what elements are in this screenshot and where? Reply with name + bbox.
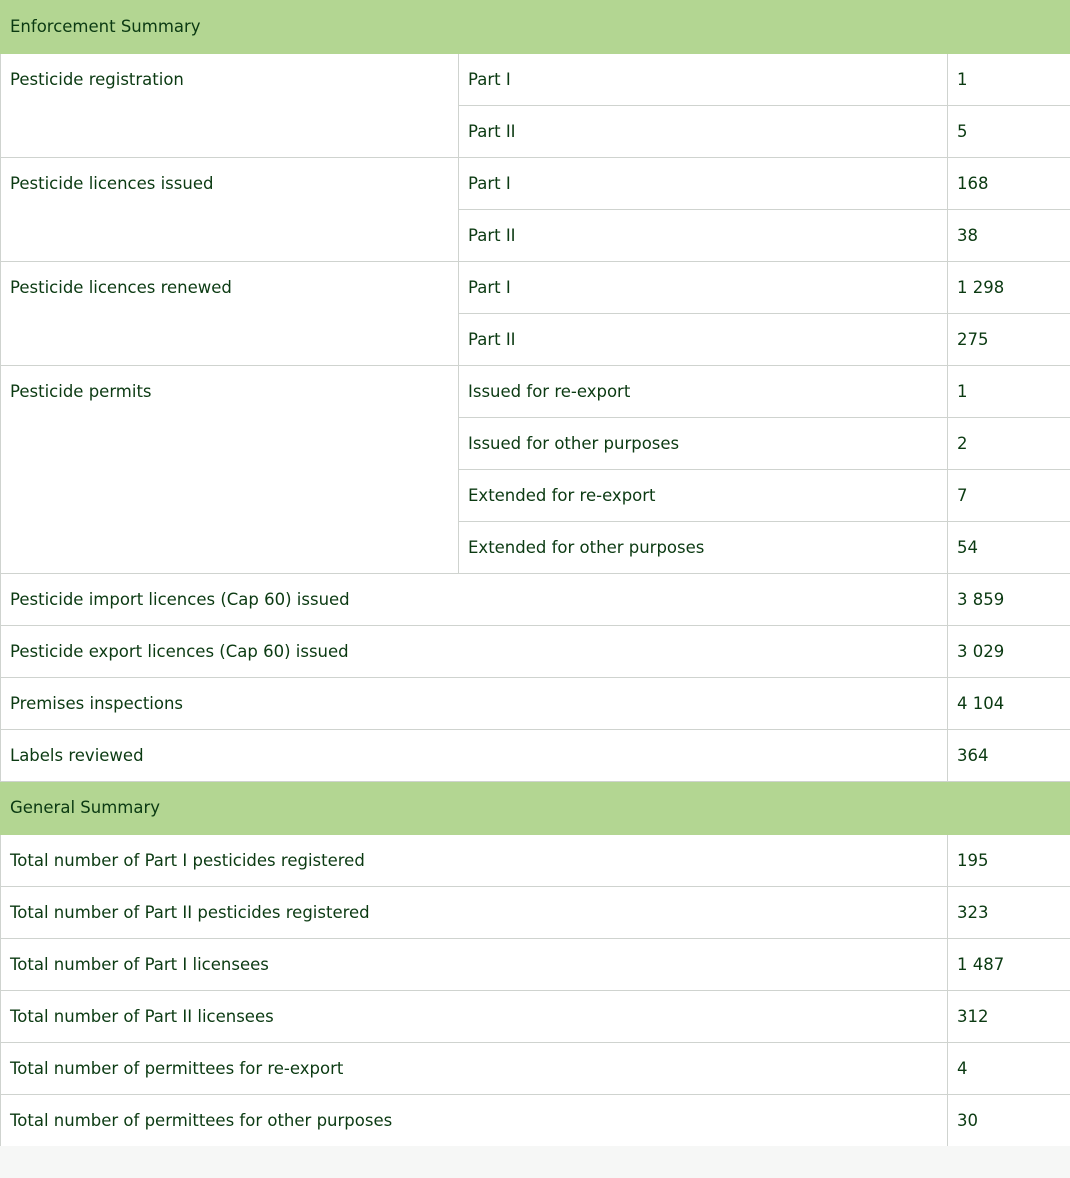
table-row [1,54,1070,106]
value-cell: 323 [948,887,1070,939]
group-label: Pesticide permits [1,366,459,574]
table-row [1,1043,1070,1095]
sub-label: Issued for re-export [459,366,948,418]
row-label: Total number of Part I pesticides registered [1,835,948,887]
section-header-enforcement [1,1,1070,54]
value-cell: 1 298 [948,262,1070,314]
sub-label: Issued for other purposes [459,418,948,470]
group-label: Pesticide licences issued [1,158,459,262]
value-cell: 4 104 [948,678,1070,730]
sub-label: Part II [459,106,948,158]
table-row [1,991,1070,1043]
table-row [1,158,1070,210]
sub-label: Extended for other purposes [459,522,948,574]
table-row [1,574,1070,626]
table-row [1,835,1070,887]
page-bottom-margin [0,1146,1070,1178]
value-cell: 312 [948,991,1070,1043]
table-row [1,1095,1070,1147]
sub-label: Part II [459,314,948,366]
row-label: Total number of Part I licensees [1,939,948,991]
sub-label: Extended for re-export [459,470,948,522]
table-row [1,887,1070,939]
table-row [1,366,1070,418]
value-cell: 1 [948,54,1070,106]
table-row [1,626,1070,678]
value-cell: 1 487 [948,939,1070,991]
value-cell: 30 [948,1095,1070,1147]
value-cell: 275 [948,314,1070,366]
sub-label: Part I [459,158,948,210]
sub-label: Part I [459,54,948,106]
sub-label: Part I [459,262,948,314]
table-row [1,730,1070,782]
group-label: Pesticide licences renewed [1,262,459,366]
row-label: Total number of Part II licensees [1,991,948,1043]
value-cell: 38 [948,210,1070,262]
value-cell: 4 [948,1043,1070,1095]
row-label: Pesticide import licences (Cap 60) issued [1,574,948,626]
section-header-general [1,782,1070,835]
value-cell: 195 [948,835,1070,887]
value-cell: 2 [948,418,1070,470]
value-cell: 5 [948,106,1070,158]
value-cell: 3 029 [948,626,1070,678]
table-row [1,262,1070,314]
sub-label: Part II [459,210,948,262]
value-cell: 3 859 [948,574,1070,626]
section-title: Enforcement Summary [1,1,1070,54]
group-label: Pesticide registration [1,54,459,158]
row-label: Premises inspections [1,678,948,730]
value-cell: 1 [948,366,1070,418]
row-label: Total number of Part II pesticides registered [1,887,948,939]
row-label: Total number of permittees for re-export [1,1043,948,1095]
value-cell: 7 [948,470,1070,522]
row-label: Labels reviewed [1,730,948,782]
section-title: General Summary [1,782,1070,835]
value-cell: 54 [948,522,1070,574]
value-cell: 168 [948,158,1070,210]
table-row [1,939,1070,991]
table-row [1,678,1070,730]
row-label: Total number of permittees for other purposes [1,1095,948,1147]
row-label: Pesticide export licences (Cap 60) issued [1,626,948,678]
value-cell: 364 [948,730,1070,782]
